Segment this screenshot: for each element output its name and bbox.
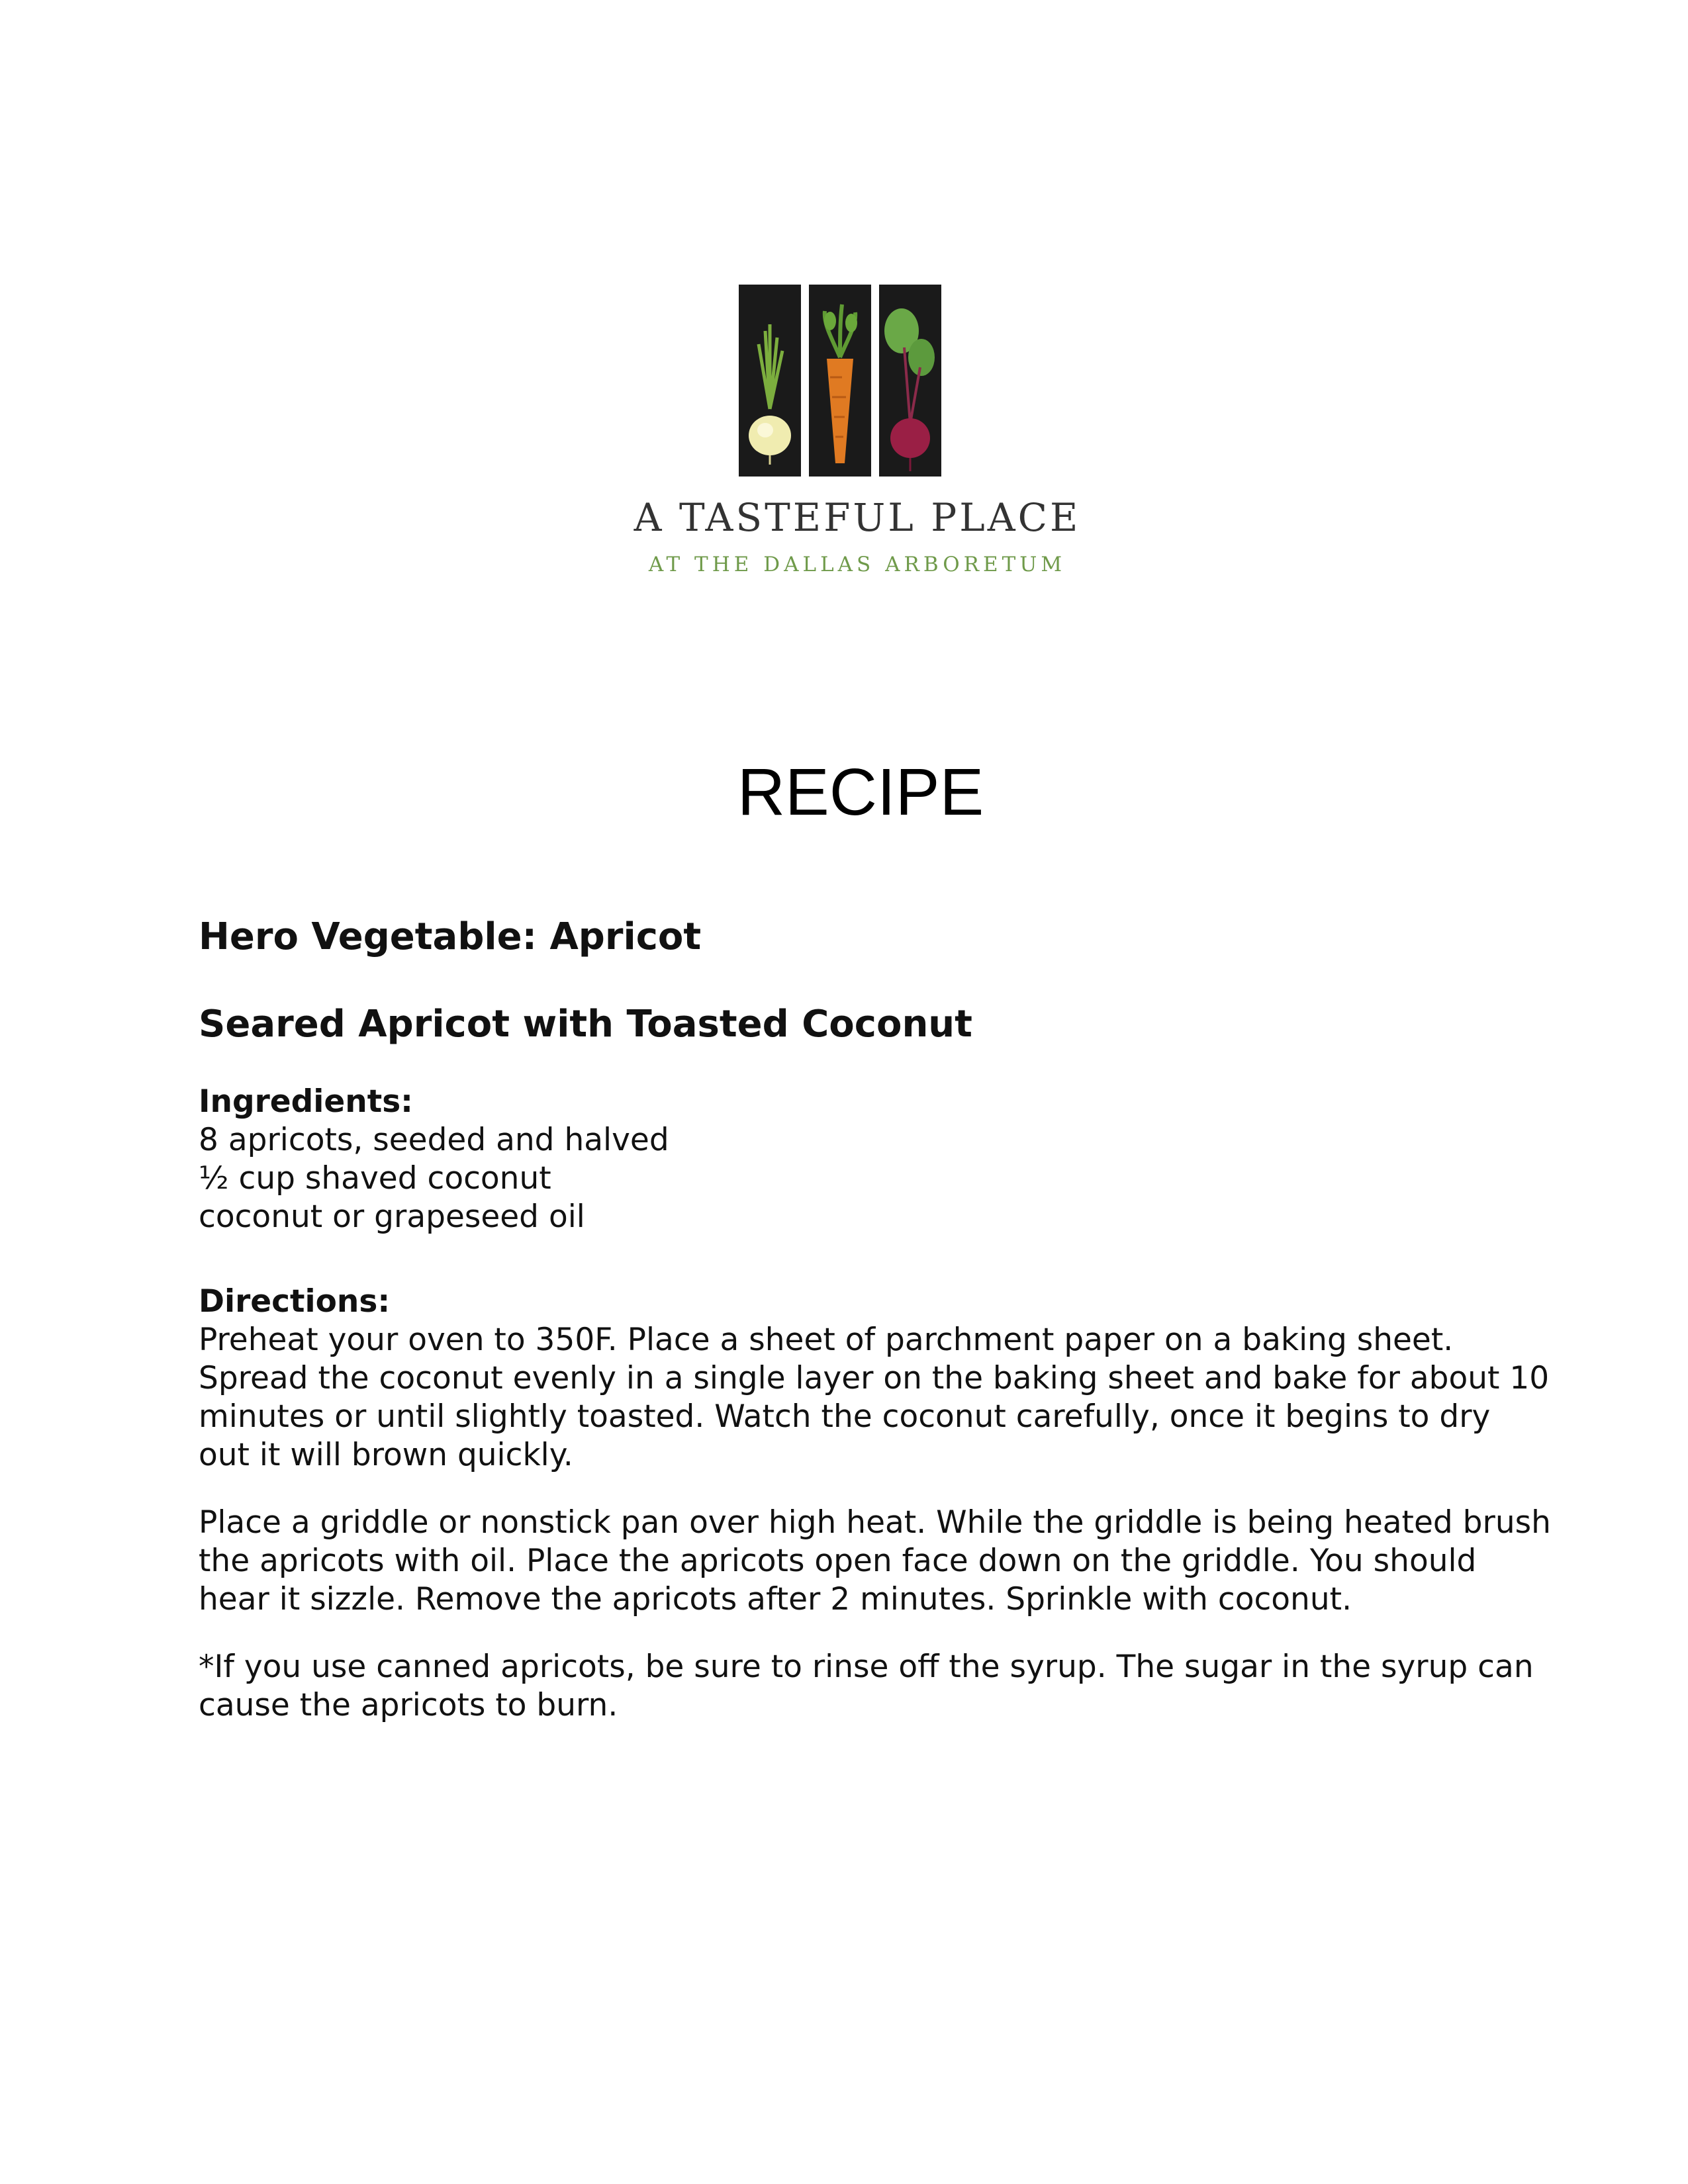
directions-line: minutes or until slightly toasted. Watch the coconut carefully, once it begins to dry [199,1398,1491,1435]
ingredient-item: ½ cup shaved coconut [199,1160,551,1197]
directions-line: Spread the coconut evenly in a single layer on the baking sheet and bake for about 10 [199,1360,1550,1396]
ingredients-section [199,1083,1523,1236]
directions-paragraph [199,1504,1551,1619]
directions-line: Place a griddle or nonstick pan over high heat. While the griddle is being heated brush [199,1504,1551,1541]
ingredients-label: Ingredients: [199,1083,413,1120]
recipe-content [199,913,1551,1725]
directions-line: hear it sizzle. Remove the apricots after 2 minutes. Sprinkle with coconut. [199,1581,1352,1617]
directions-label: Directions: [199,1283,391,1320]
directions-line: *If you use canned apricots, be sure to rinse off the syrup. The sugar in the syrup can [199,1649,1534,1685]
directions-line: the apricots with oil. Place the apricots open face down on the griddle. You should [199,1543,1477,1579]
ingredient-item: 8 apricots, seeded and halved [199,1122,669,1158]
recipe-name-heading: Seared Apricot with Toasted Coconut [199,1003,972,1046]
logo [0,285,1688,589]
directions-note [199,1648,1534,1725]
directions-line: cause the apricots to burn. [199,1687,618,1723]
logo-name: A TASTEFUL PLACE [633,495,1081,540]
directions-paragraph [199,1321,1550,1475]
vegetable-panels-logo-icon [739,285,941,477]
directions-line: Preheat your oven to 350F. Place a sheet of parchment paper on a baking sheet. [199,1322,1454,1358]
ingredient-item: coconut or grapeseed oil [199,1199,585,1235]
directions-section [199,1283,1551,1725]
hero-vegetable-heading: Hero Vegetable: Apricot [199,915,702,958]
page-title: RECIPE [737,755,984,829]
directions-line: out it will brown quickly. [199,1437,573,1473]
logo-subtitle: AT THE DALLAS ARBORETUM [648,553,1066,576]
